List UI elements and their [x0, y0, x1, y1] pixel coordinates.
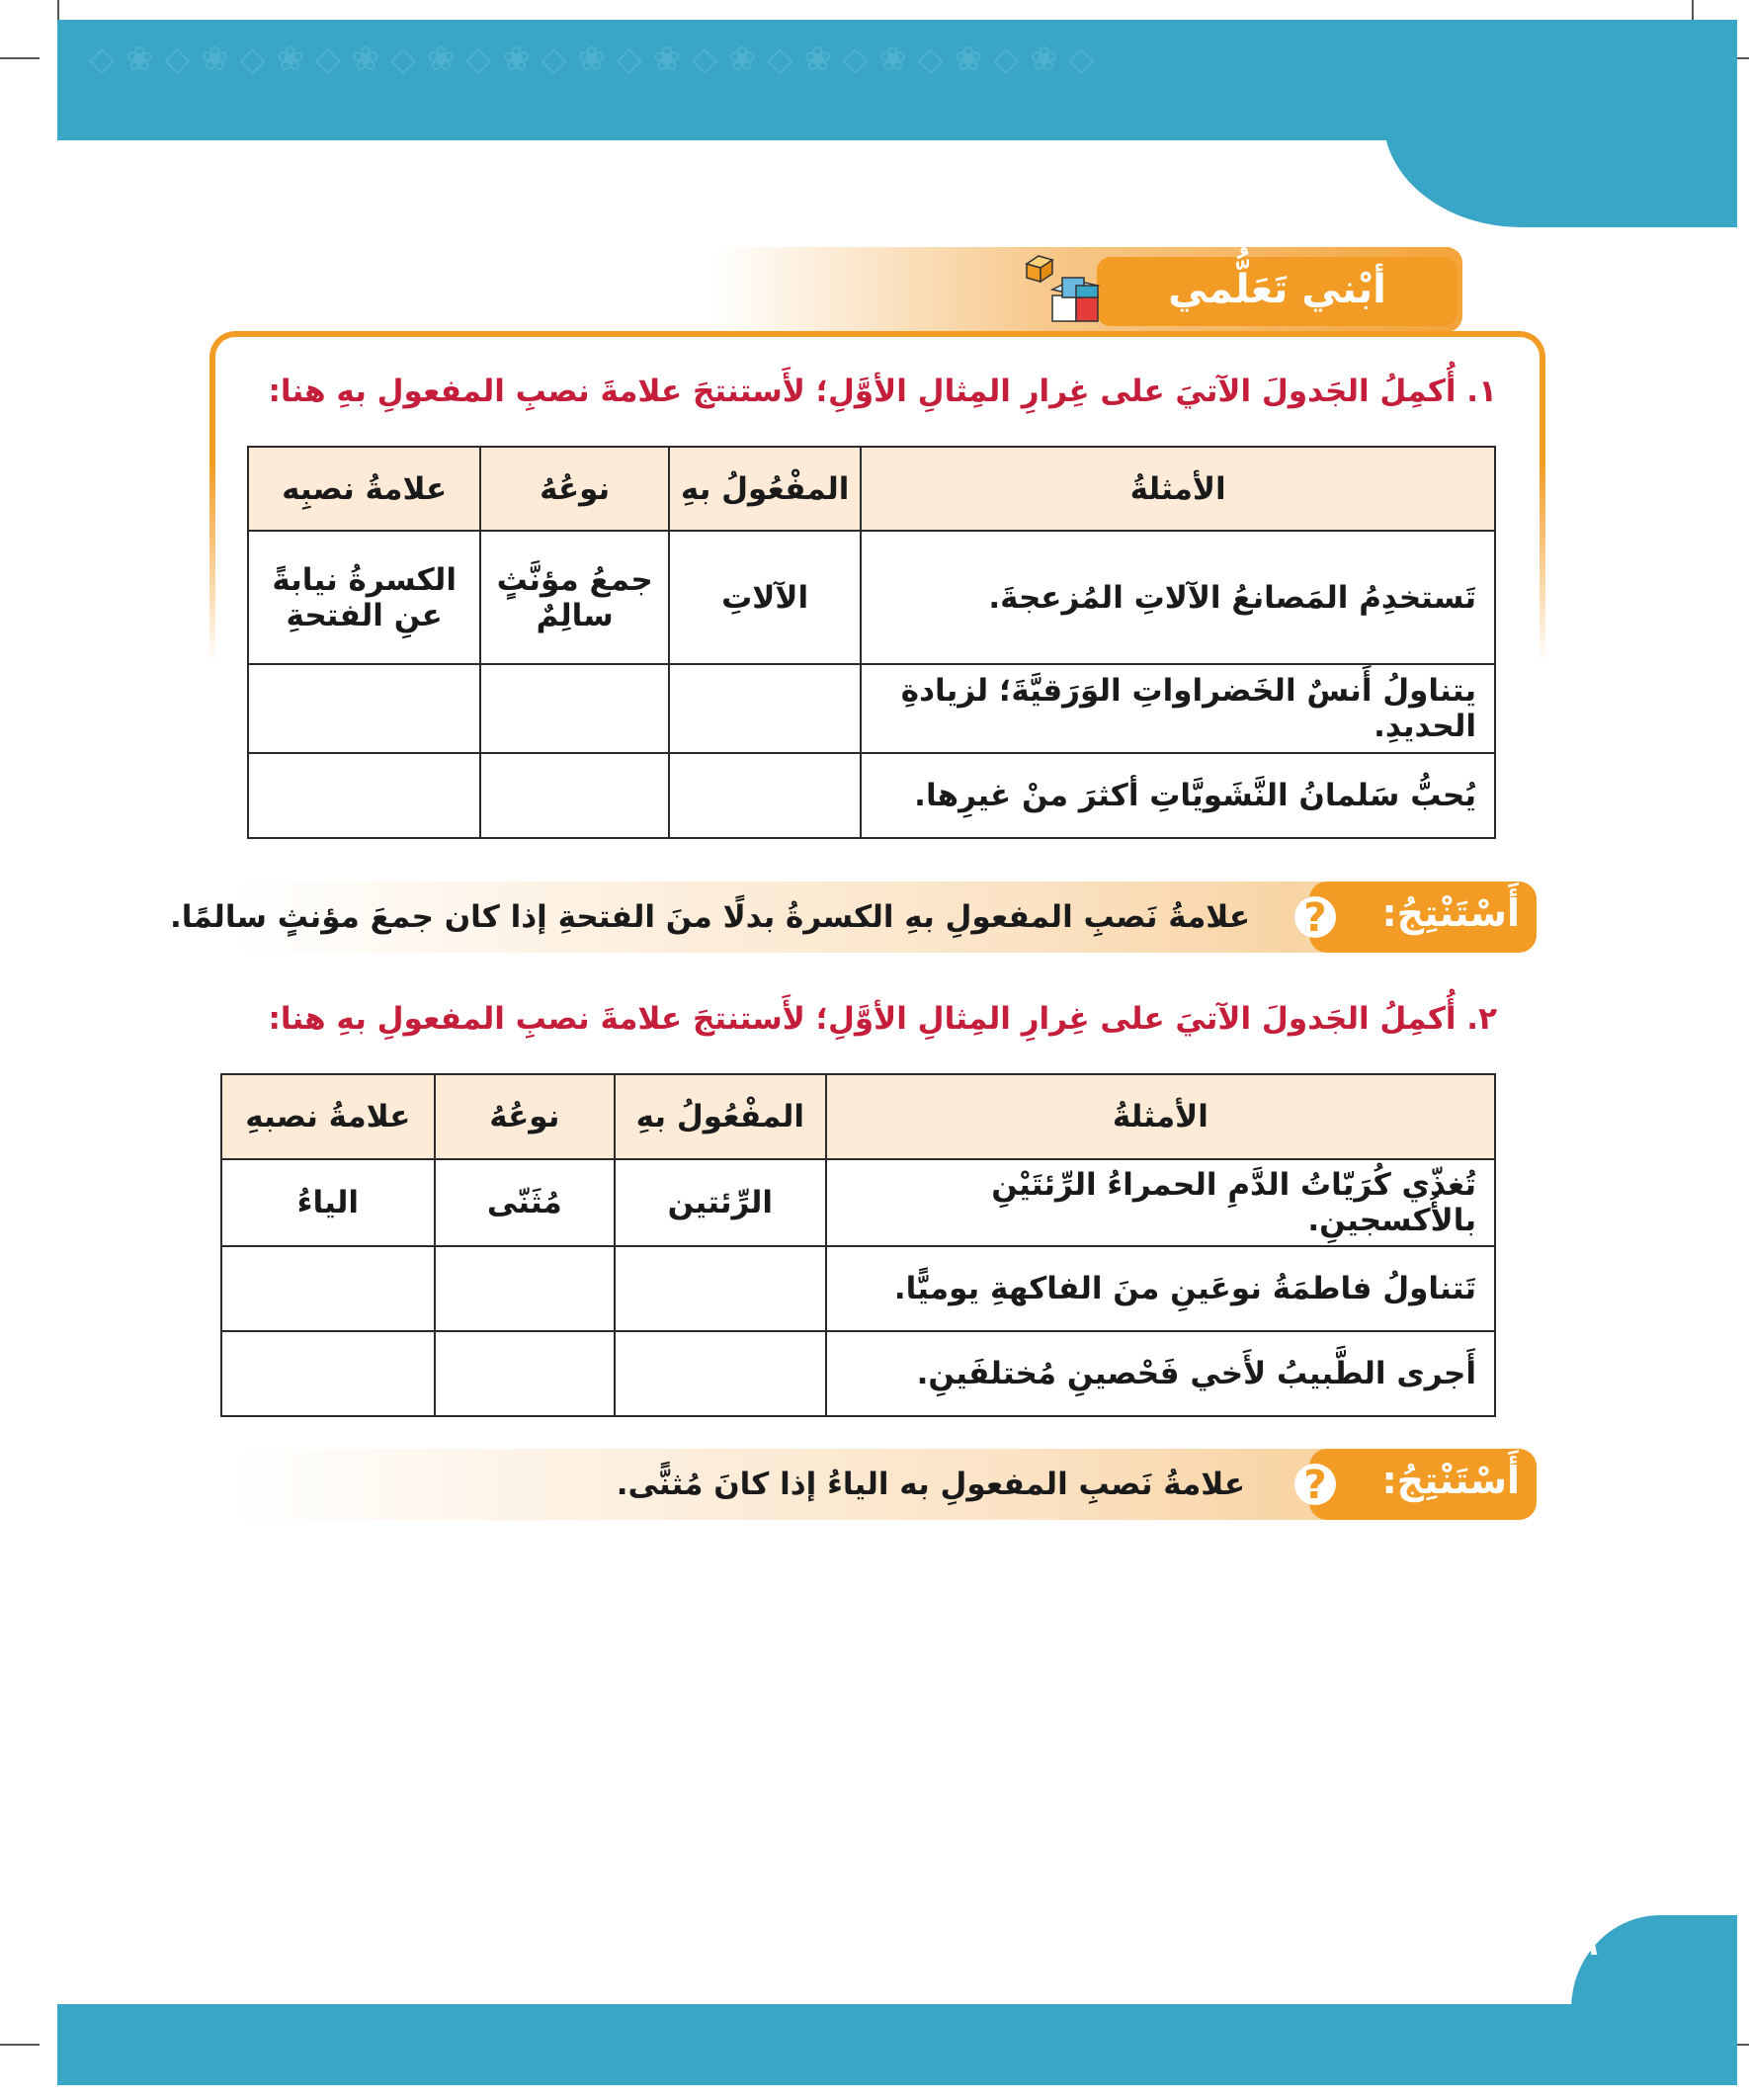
question-mark-icon: ? [1294, 1464, 1336, 1505]
example-cell: تَستخدِمُ المَصانعُ الآلاتِ المُزعجةَ. [861, 531, 1495, 664]
sign-line: عنِ الفتحةِ [286, 597, 443, 633]
sign-cell: الياءُ [221, 1159, 435, 1246]
page-number: ٧٦ [1559, 1925, 1599, 1963]
table-row [221, 1246, 1495, 1331]
sign-cell[interactable] [221, 1331, 435, 1416]
header-object: المفْعُولُ بهِ [669, 447, 861, 531]
example-cell: تَتناولُ فاطمَةُ نوعَينِ منَ الفاكهةِ يوميًّا. [826, 1246, 1495, 1331]
type-cell[interactable] [480, 753, 669, 838]
sign-cell[interactable] [248, 664, 480, 753]
header-type: نوعُهُ [435, 1074, 615, 1159]
sign-cell[interactable] [221, 1246, 435, 1331]
table-2 [220, 1073, 1496, 1417]
table-1 [247, 446, 1496, 839]
example-cell: تُغذّي كُرَيّاتُ الدَّمِ الحمراءُ الرِّئتَيْنِ بالأُكسجينِ. [826, 1159, 1495, 1246]
table-row [248, 753, 1495, 838]
question-mark-icon: ? [1294, 896, 1336, 938]
object-cell[interactable] [669, 753, 861, 838]
conclusion-2-text: علامةُ نَصبِ المفعولِ به الياءُ إذا كانَ مُثنًّى. [616, 1467, 1245, 1502]
question-1-text: ١. أُكمِلُ الجَدولَ الآتيَ على غِرارِ المِثالِ الأوَّلِ؛ لأَستنتجَ علامةَ نصبِ المفعولِ بهِ هنا: [268, 374, 1497, 409]
example-cell: أَجرى الطَّبيبُ لأَخي فَحْصينِ مُختلفَينِ. [826, 1331, 1495, 1416]
type-cell [480, 531, 669, 664]
type-line: جمعُ مؤنَّثٍ [496, 561, 653, 598]
object-cell: الآلاتِ [669, 531, 861, 664]
table-1-header-row [248, 447, 1495, 531]
crop-mark [1692, 0, 1694, 22]
conclusion-2-label: أَسْتَنْتِجُ: [1381, 1459, 1520, 1502]
object-cell[interactable] [669, 664, 861, 753]
table-row [248, 664, 1495, 753]
header-pattern-decoration: ◇ ❀ ◇ ❀ ◇ ❀ ◇ ❀ ◇ ❀ ◇ ❀ ◇ ❀ ◇ ❀ ◇ ❀ ◇ ❀ ◇ ❀ ◇ ❀ ◇ ❀ ◇ [89, 40, 1095, 79]
crop-mark [0, 2044, 40, 2046]
cubes-icon [1023, 252, 1102, 326]
table-row [221, 1331, 1495, 1416]
type-cell[interactable] [435, 1331, 615, 1416]
header-type: نوعُهُ [480, 447, 669, 531]
conclusion-1-label: أَسْتَنْتِجُ: [1381, 891, 1520, 935]
table-row [221, 1159, 1495, 1246]
table-row [248, 531, 1495, 664]
sign-cell[interactable] [248, 753, 480, 838]
example-cell: يتناولُ أَنسٌ الخَضراواتِ الوَرَقيَّةَ؛ لزيادةِ الحديدِ. [861, 664, 1495, 753]
header-band-extension [1383, 119, 1737, 227]
crop-mark [0, 57, 40, 59]
crop-mark [57, 0, 59, 22]
conclusion-1-text: علامةُ نَصبِ المفعولِ بهِ الكسرةُ بدلًا منَ الفتحةِ إذا كان جمعَ مؤنثٍ سالمًا. [169, 899, 1250, 935]
footer-band [57, 2004, 1737, 2085]
object-cell: الرِّئتين [615, 1159, 826, 1246]
header-sign: علامةُ نصبهِ [221, 1074, 435, 1159]
example-cell: يُحبُّ سَلمانُ النَّشَويَّاتِ أكثرَ منْ غيرِها. [861, 753, 1495, 838]
sign-line: الكسرةُ نيابةً [272, 561, 457, 598]
header-examples: الأمثلةُ [826, 1074, 1495, 1159]
header-object: المفْعُولُ بهِ [615, 1074, 826, 1159]
header-examples: الأمثلةُ [861, 447, 1495, 531]
section-title: أبْني تَعَلُّمي الجَديدَ: [1097, 257, 1458, 326]
type-cell[interactable] [435, 1246, 615, 1331]
question-2-text: ٢. أُكمِلُ الجَدولَ الآتيَ على غِرارِ المِثالِ الأوَّلِ؛ لأَستنتجَ علامةَ نصبِ المفعولِ بهِ هنا: [268, 1001, 1497, 1037]
type-cell[interactable] [480, 664, 669, 753]
table-2-header-row [221, 1074, 1495, 1159]
object-cell[interactable] [615, 1246, 826, 1331]
type-line: سالِمٌ [536, 597, 614, 633]
header-sign: علامةُ نصبِه [248, 447, 480, 531]
sign-cell [248, 531, 480, 664]
type-cell: مُثَنّى [435, 1159, 615, 1246]
object-cell[interactable] [615, 1331, 826, 1416]
